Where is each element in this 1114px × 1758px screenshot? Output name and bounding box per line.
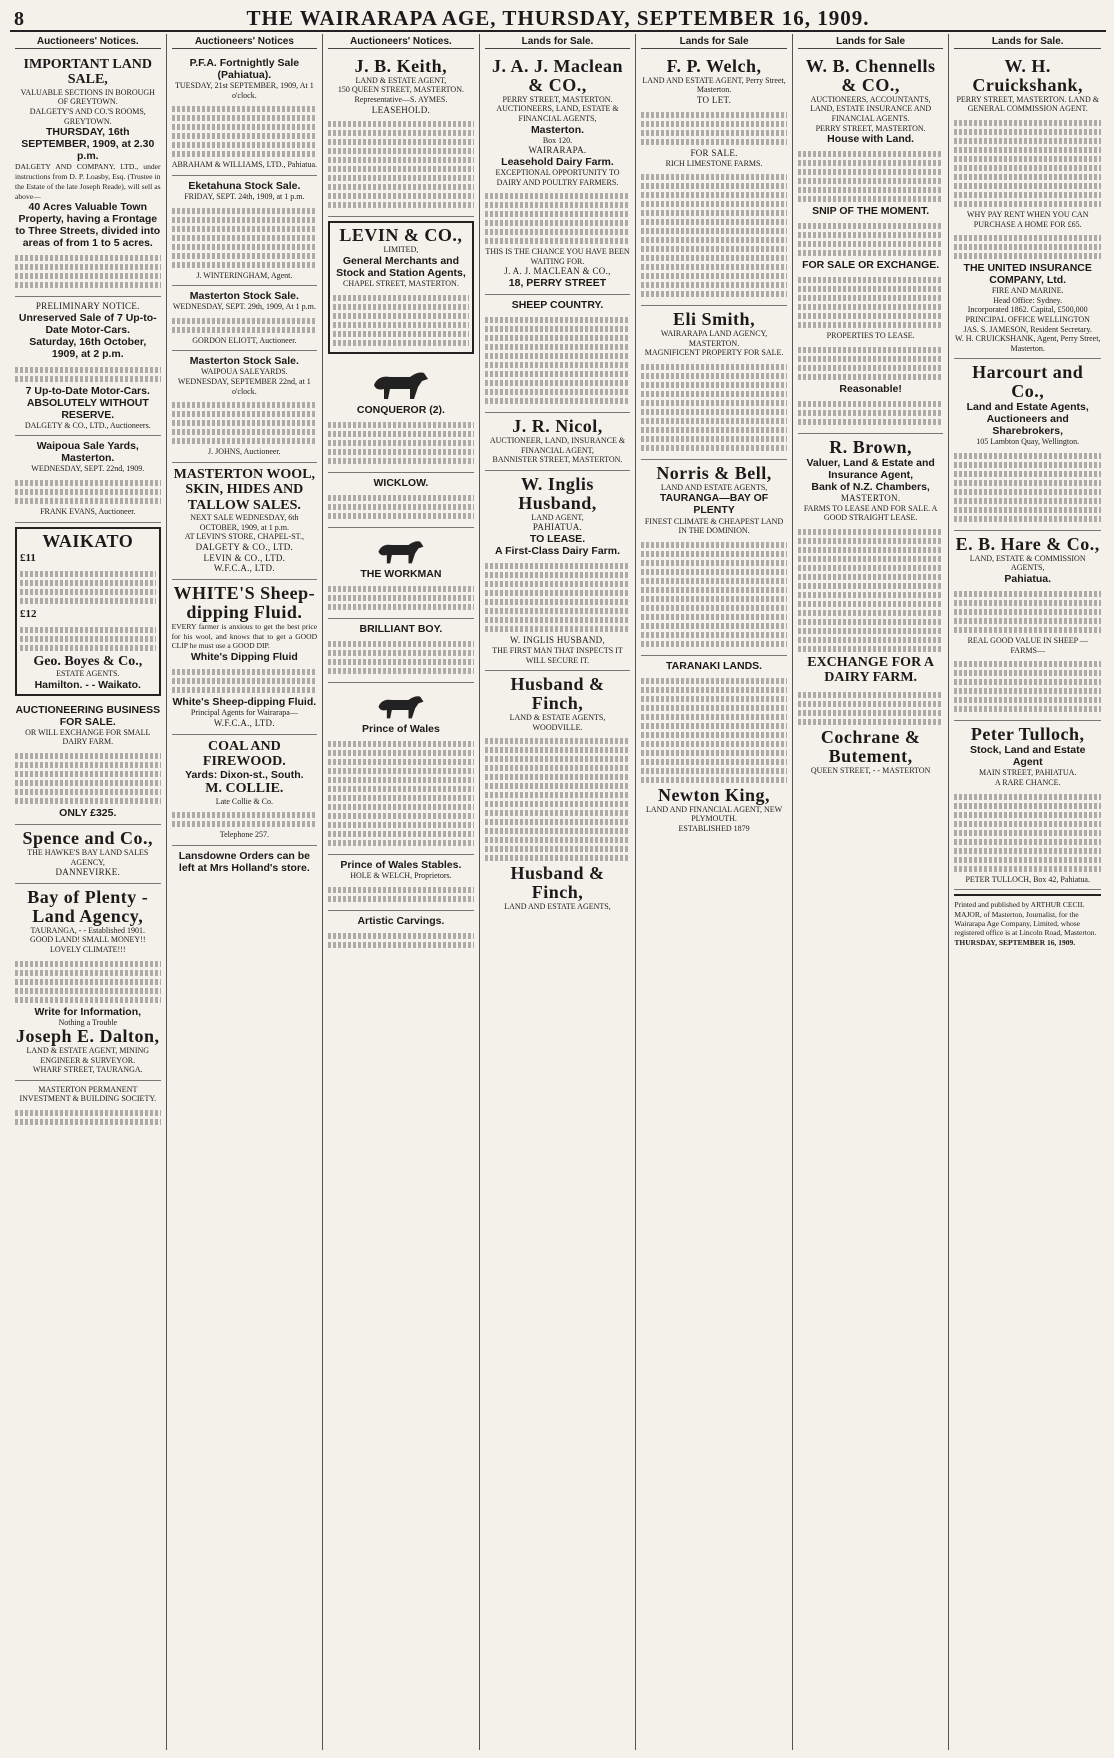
- whites-fluid-ad: WHITE'S Sheep-dipping Fluid. EVERY farmer is anxious to get the best price for his wool, and knows that to get a GOOD CLIP he must use a GOOD DIP. White's Dipping Fluid White's Sheep-dipping Fluid. Principal Agents for Wairarapa— W.F.C.A., LTD.: [172, 580, 318, 734]
- motor-sale-ad: PRELIMINARY NOTICE. Unreserved Sale of 7 Up-to-Date Motor-Cars. Saturday, 16th October, 1909, at 2 p.m. 7 Up-to-Date Motor-Cars. ABSOLUTELY WITHOUT RESERVE. DALGETY & CO., LTD., Auctioneers.: [15, 297, 161, 436]
- husband-finch-ad: Husband & Finch, LAND & ESTATE AGENTS, WOODVILLE. Husband & Finch, LAND AND ESTATE AGENTS,: [485, 671, 631, 916]
- levin-ad: LEVIN & CO., LIMITED, General Merchants and Stock and Station Agents, CHAPEL STREET, MASTERTON.: [328, 221, 474, 353]
- building-society-ad: MASTERTON PERMANENT INVESTMENT & BUILDING SOCIETY.: [15, 1081, 161, 1133]
- horse-icon: [371, 690, 431, 720]
- workman-ad: THE WORKMAN: [328, 528, 474, 619]
- column-4: [480, 34, 637, 1750]
- column-header: Lands for Sale: [641, 34, 787, 49]
- column-header: Auctioneers' Notices.: [328, 34, 474, 49]
- lansdowne-ad: Lansdowne Orders can be left at Mrs Holland's store.: [178, 850, 310, 875]
- spence-ad: Spence and Co., THE HAWKE'S BAY LAND SALES AGENCY, DANNEVIRKE.: [15, 825, 161, 884]
- coal-ad: COAL AND FIREWOOD. Yards: Dixon-st., South. M. COLLIE. Late Collie & Co. Telephone 257.: [172, 735, 318, 846]
- newspaper-title: THE WAIRARAPA AGE, THURSDAY, SEPTEMBER 16, 1909.: [246, 6, 870, 30]
- masterton-sale-ad-2: Masterton Stock Sale. WAIPOUA SALEYARDS. WEDNESDAY, SEPTEMBER 22nd, at 1 o'clock. J. JOHNS, Auctioneer.: [172, 351, 318, 462]
- eketahuna-sale-ad: Eketahuna Stock Sale. FRIDAY, SEPT. 24th, 1909, at 1 p.m. J. WINTERINGHAM, Agent.: [172, 176, 318, 286]
- land-sale-ad: IMPORTANT LAND SALE, VALUABLE SECTIONS IN BOROUGH OF GREYTOWN. DALGETY'S AND CO.'S ROOMS, GREYTOWN. THURSDAY, 16th SEPTEMBER, 1909, at 2.30 p.m. DALGETY AND COMPANY, LTD., under instructions from D. P. Loasby, Esq. (Trustee in the Estate of the late Joseph Reade), will sell as above— 40 Acres Valuable Town Property, having a Frontage to Three Streets, divided into areas of from 1 to 5 acres.: [15, 53, 161, 297]
- taranaki-ad: TARANAKI LANDS. Newton King, LAND AND FINANCIAL AGENT, NEW PLYMOUTH. ESTABLISHED 1879: [641, 656, 787, 839]
- wicklow-ad: WICKLOW.: [328, 473, 474, 528]
- wool-sales-ad: MASTERTON WOOL, SKIN, HIDES AND TALLOW SALES. NEXT SALE WEDNESDAY, 6th OCTOBER, 1909, at 1 p.m. AT LEVIN'S STORE, CHAPEL-ST., DALGETY & CO., LTD. LEVIN & CO., LTD. W.F.C.A., LTD.: [172, 463, 318, 580]
- stables-ad: Prince of Wales Stables. HOLE & WELCH, Proprietors.: [328, 855, 474, 911]
- cruickshank-ad: W. H. Cruickshank, PERRY STREET, MASTERTON. LAND & GENERAL COMMISSION AGENT. WHY PAY RENT WHEN YOU CAN PURCHASE A HOME FOR £65. THE UNITED INSURANCE COMPANY, Ltd. FIRE AND MARINE. Head Office: Sydney. Incorporated 1862. Capital, £500,000 PRINCIPAL OFFICE WELLINGTON JAS. S. JAMESON, Resident Secretary. W. H. CRUICKSHANK, Agent, Perry Street, Masterton.: [954, 53, 1101, 359]
- column-header: Lands for Sale: [798, 34, 944, 49]
- norris-bell-ad: Norris & Bell, LAND AND ESTATE AGENTS, TAURANGA—BAY OF PLENTY FINEST CLIMATE & CHEAPEST LAND IN THE DOMINION.: [641, 460, 787, 656]
- nicol-ad: J. R. Nicol, AUCTIONEER, LAND, INSURANCE & FINANCIAL AGENT, BANNISTER STREET, MASTERTON.: [485, 413, 631, 471]
- sheep-country-ad: SHEEP COUNTRY.: [485, 295, 631, 413]
- column-header: Lands for Sale.: [485, 34, 631, 49]
- horse-icon: [366, 365, 436, 401]
- column-header: Lands for Sale.: [954, 34, 1101, 49]
- ad-title: IMPORTANT LAND SALE,: [23, 57, 153, 88]
- imprint: Printed and published by ARTHUR CECIL MAJOR, of Masterton, Journalist, for the Wairarapa Age Company, Limited, whose registered office is at Lincoln Road, Masterton. THURSDAY, SEPTEMBER 16, 1909.: [954, 894, 1101, 947]
- column-header: Auctioneers' Notices: [172, 34, 318, 49]
- masterton-sale-ad: Masterton Stock Sale. WEDNESDAY, SEPT. 29th, 1909, At 1 p.m. GORDON ELIOTT, Auctioneer.: [172, 286, 318, 351]
- prince-of-wales-ad: Prince of Wales: [328, 683, 474, 855]
- column-7: [949, 34, 1106, 1750]
- column-5: [636, 34, 793, 1750]
- waikato-ad: WAIKATO £11 £12 Geo. Boyes & Co., ESTATE AGENTS. Hamilton. - - Waikato.: [15, 527, 161, 696]
- horse-icon: [371, 535, 431, 565]
- column-3: [323, 34, 480, 1750]
- eli-smith-ad: Eli Smith, WAIRARAPA LAND AGENCY, MASTERTON. MAGNIFICENT PROPERTY FOR SALE.: [641, 306, 787, 460]
- inglis-husband-ad: W. Inglis Husband, LAND AGENT, PAHIATUA. TO LEASE. A First-Class Dairy Farm. W. INGLIS HUSBAND, THE FIRST MAN THAT INSPECTS IT WILL SECURE IT.: [485, 471, 631, 671]
- brown-ad: R. Brown, Valuer, Land & Estate and Insurance Agent, Bank of N.Z. Chambers, MASTERTON. FARMS TO LEASE AND FOR SALE. A GOOD STRAIGHT LEASE. EXCHANGE FOR A DAIRY FARM. Cochrane & Butement, QUEEN STREET, - - MASTERTON: [798, 434, 944, 780]
- waipoua-sale-ad: Waipoua Sale Yards, Masterton. WEDNESDAY, SEPT. 22nd, 1909. FRANK EVANS, Auctioneer.: [15, 436, 161, 522]
- maclean-ad: J. A. J. Maclean & CO., PERRY STREET, MASTERTON. AUCTIONEERS, LAND, ESTATE & FINANCIAL AGENTS, Masterton. Box 120. WAIRARAPA. Leasehold Dairy Farm. EXCEPTIONAL OPPORTUNITY TO DAIRY AND POULTRY FARMERS. THIS IS THE CHANCE YOU HAVE BEEN WAITING FOR. J. A. J. MACLEAN & CO., 18, PERRY STREET: [485, 53, 631, 295]
- column-header: Auctioneers' Notices.: [15, 34, 161, 49]
- welch-ad: F. P. Welch, LAND AND ESTATE AGENT, Perry Street, Masterton. TO LET. FOR SALE. RICH LIMESTONE FARMS.: [641, 53, 787, 306]
- page-number: 8: [14, 8, 24, 30]
- pfa-sale-ad: P.F.A. Fortnightly Sale (Pahiatua). TUESDAY, 21st SEPTEMBER, 1909, At 1 o'clock. ABRAHAM & WILLIAMS, LTD., Pahiatua.: [172, 53, 318, 176]
- conqueror-ad: CONQUEROR (2).: [328, 358, 474, 473]
- bay-of-plenty-ad: Bay of Plenty - Land Agency, TAURANGA, - - Established 1901. GOOD LAND! SMALL MONEY!! LOVELY CLIMATE!!! Write for Information, Nothing a Trouble Joseph E. Dalton, LAND & ESTATE AGENT, MINING ENGINEER & SURVEYOR. WHARF STREET, TAURANGA.: [15, 884, 161, 1081]
- tulloch-ad: Peter Tulloch, Stock, Land and Estate Agent MAIN STREET, PAHIATUA. A RARE CHANCE. PETER TULLOCH, Box 42, Pahiatua.: [954, 721, 1101, 890]
- column-1: [10, 34, 167, 1750]
- harcourt-ad: Harcourt and Co., Land and Estate Agents, Auctioneers and Sharebrokers, 105 Lambton Quay, Wellington.: [954, 359, 1101, 531]
- columns: [10, 34, 1106, 1750]
- chennells-ad: W. B. Chennells & CO., AUCTIONEERS, ACCOUNTANTS, LAND, ESTATE INSURANCE AND FINANCIAL AGENTS. PERRY STREET, MASTERTON. House with Land. SNIP OF THE MOMENT. FOR SALE OR EXCHANGE. PROPERTIES TO LEASE. Reasonable!: [798, 53, 944, 434]
- column-6: [793, 34, 950, 1750]
- masthead: [10, 6, 1106, 32]
- carvings-ad: Artistic Carvings.: [328, 911, 474, 956]
- brilliant-boy-ad: BRILLIANT BOY.: [328, 619, 474, 683]
- hare-ad: E. B. Hare & Co., LAND, ESTATE & COMMISSION AGENTS, Pahiatua. REAL GOOD VALUE IN SHEEP —FARMS—: [954, 531, 1101, 721]
- keith-ad: J. B. Keith, LAND & ESTATE AGENT, 150 QUEEN STREET, MASTERTON. Representative—S. AYMES. LEASEHOLD.: [328, 53, 474, 217]
- business-sale-ad: AUCTIONEERING BUSINESS FOR SALE. OR WILL EXCHANGE FOR SMALL DAIRY FARM. ONLY £325.: [15, 700, 161, 825]
- column-2: [167, 34, 324, 1750]
